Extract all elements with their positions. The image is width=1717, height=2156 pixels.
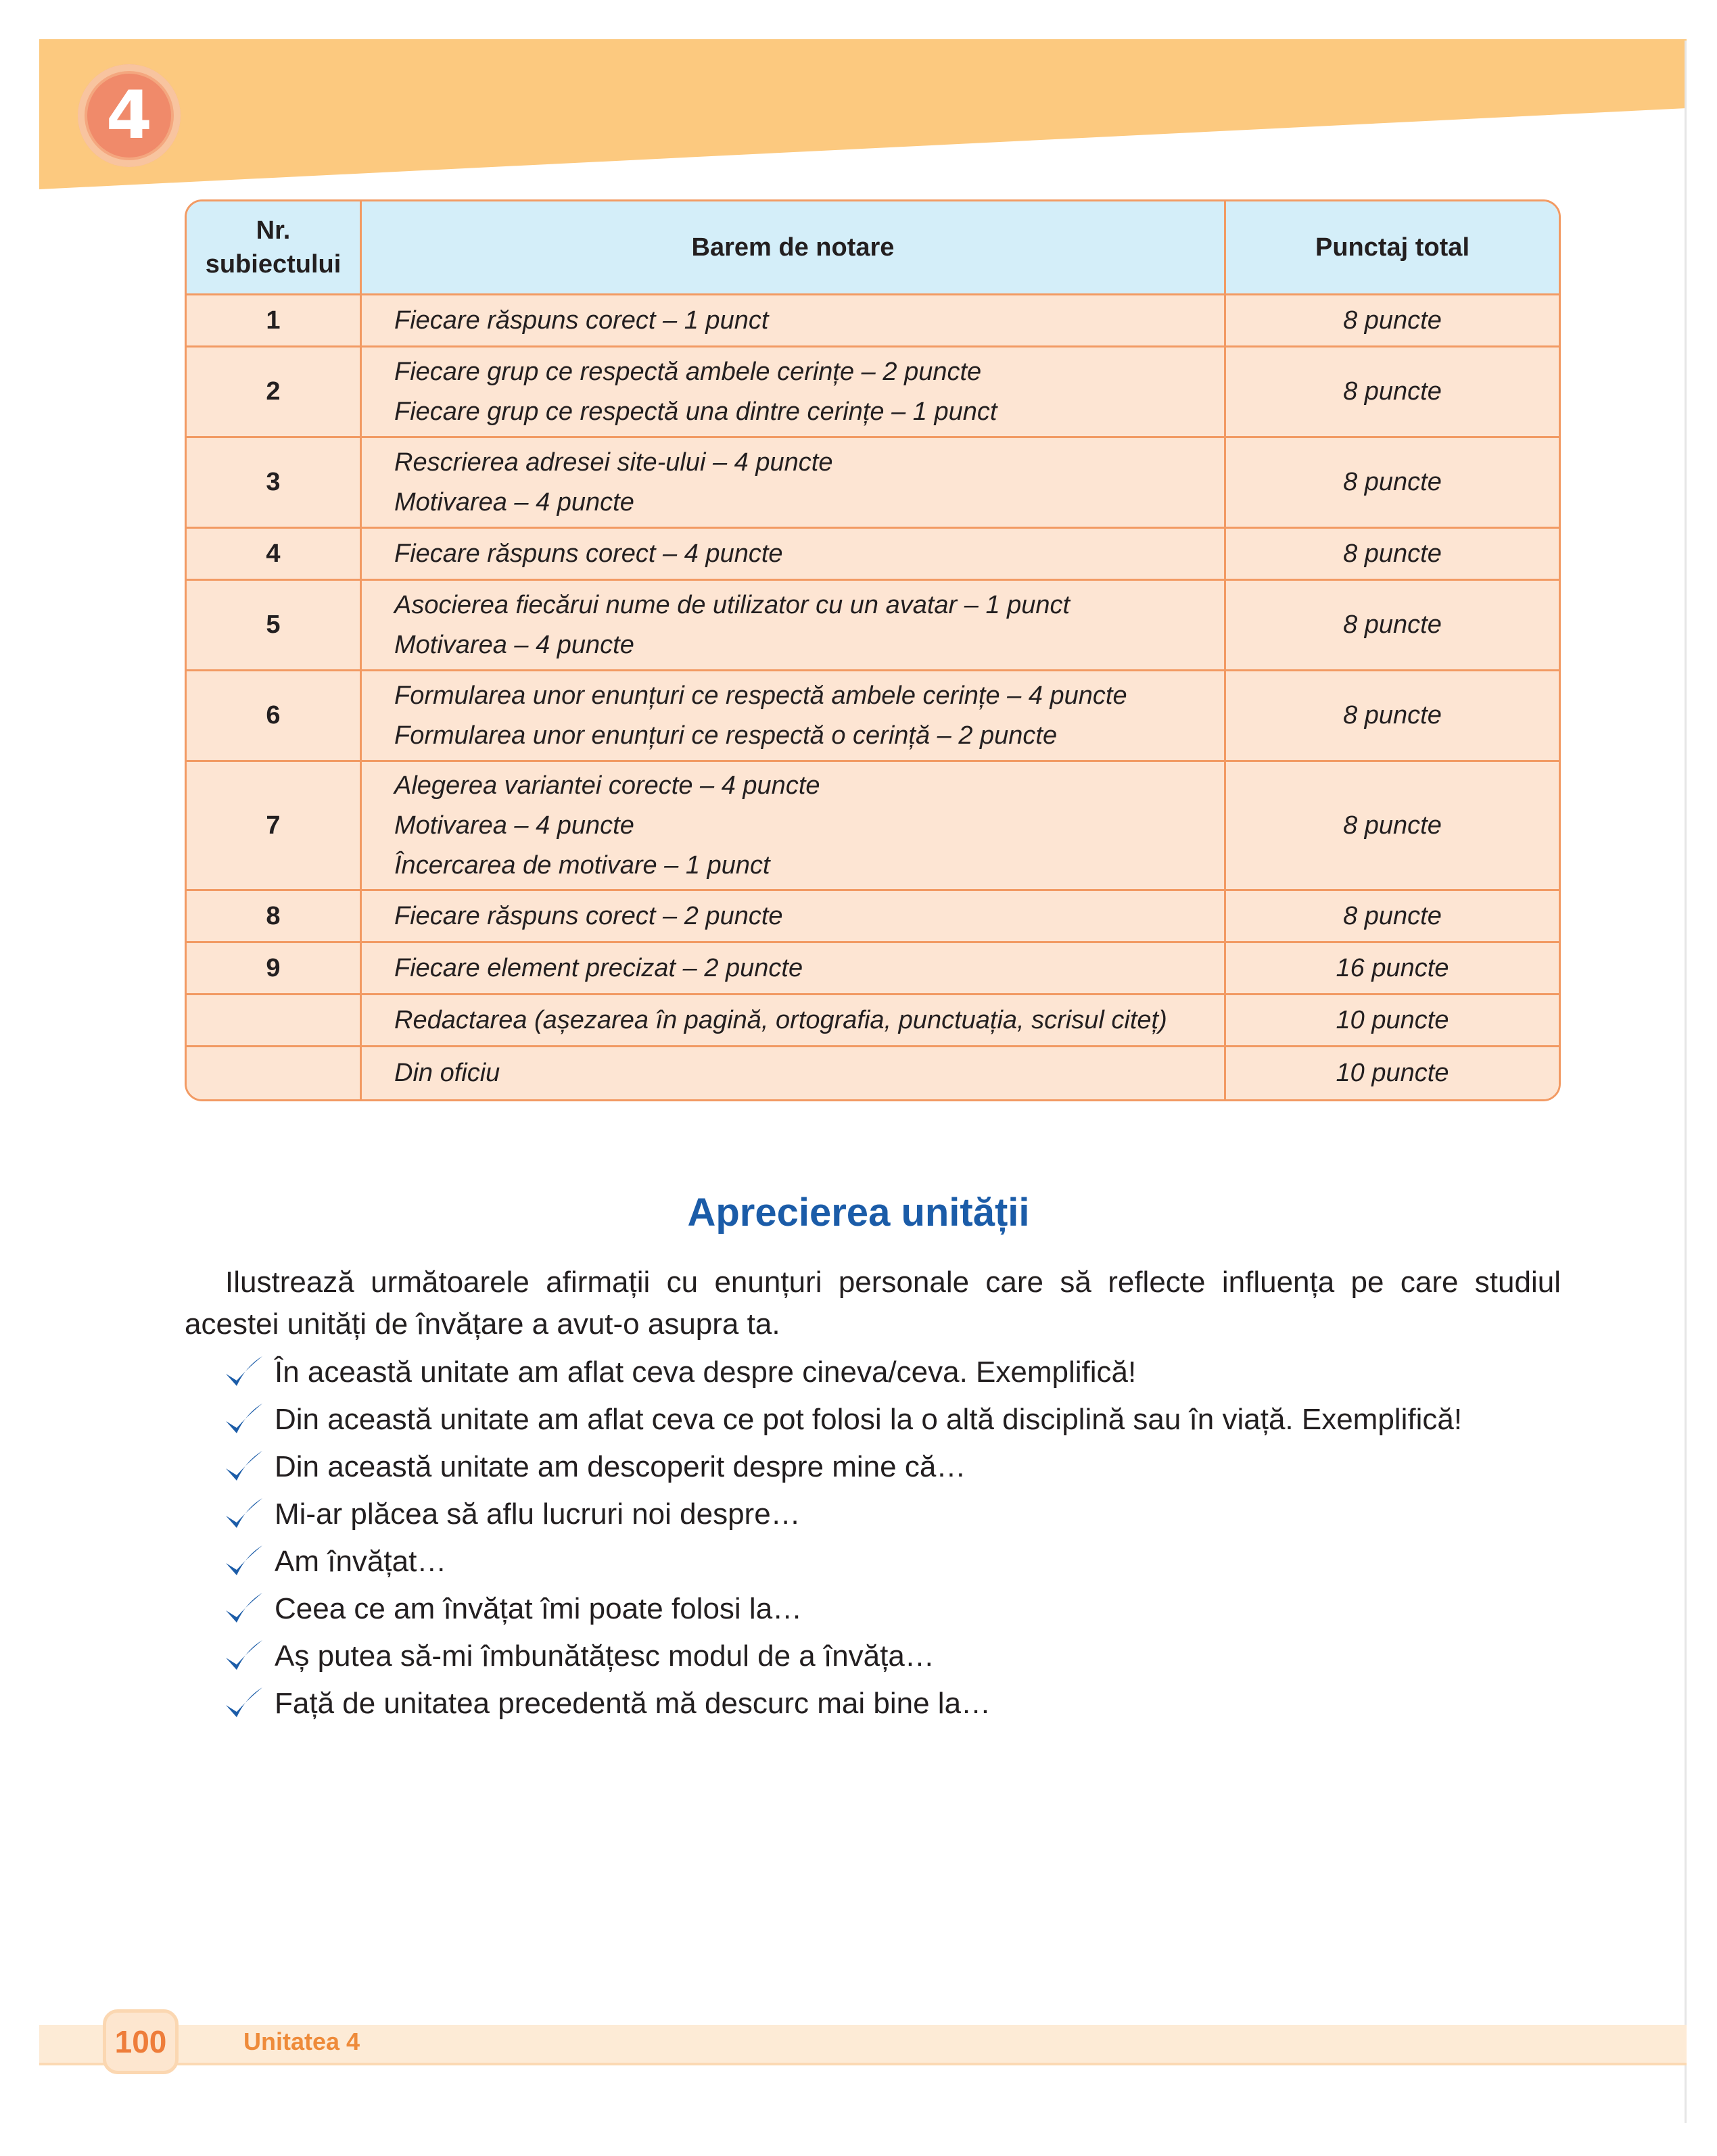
cell-criteria: [362, 348, 1226, 438]
criteria-line: Alegerea variantei corecte – 4 puncte: [394, 771, 820, 800]
top-banner: [0, 0, 1717, 203]
criteria-line: Motivarea – 4 puncte: [394, 811, 634, 840]
table-row: [187, 891, 1559, 943]
list-item-text: Față de unitatea precedentă mă descurc mai bine la…: [275, 1687, 991, 1720]
cell-criteria: [362, 581, 1226, 671]
criteria-line: Motivarea – 4 puncte: [394, 487, 634, 517]
cell-criteria: [362, 671, 1226, 762]
cell-points: 10 puncte: [1226, 995, 1559, 1047]
cell-nr: 6: [187, 671, 362, 762]
checkmark-icon: [223, 1685, 264, 1723]
criteria-line: Încercarea de motivare – 1 punct: [394, 851, 770, 880]
list-item-text: Am învățat…: [275, 1545, 447, 1578]
cell-nr: 9: [187, 943, 362, 995]
list-item: [223, 1633, 1462, 1680]
criteria-line: Formularea unor enunțuri ce respectă o cerință – 2 puncte: [394, 721, 1058, 750]
table-row: [187, 438, 1559, 529]
cell-points: 16 puncte: [1226, 943, 1559, 995]
page-number: 100: [103, 2009, 179, 2074]
footer-unit-label: Unitatea 4: [243, 2028, 360, 2055]
header-nr: Nr. subiectului: [187, 201, 362, 295]
intro-paragraph: Ilustrează următoarele afirmații cu enunțuri personale care să reflecte influența pe care studiul acestei unități de învățare a avut-o asupra ta.: [185, 1266, 1561, 1341]
criteria-line: Fiecare răspuns corect – 1 punct: [394, 306, 769, 335]
checkmark-icon: [223, 1543, 264, 1581]
list-item-text: Din această unitate am descoperit despre mine că…: [275, 1450, 966, 1483]
list-item-text: Mi-ar plăcea să aflu lucruri noi despre…: [275, 1498, 801, 1531]
cell-points: 8 puncte: [1226, 438, 1559, 529]
cell-criteria: [362, 295, 1226, 348]
unit-number-badge: [78, 64, 181, 167]
criteria-line: Motivarea – 4 puncte: [394, 630, 634, 659]
cell-nr: 1: [187, 295, 362, 348]
cell-points: 10 puncte: [1226, 1047, 1559, 1099]
criteria-line: Din oficiu: [394, 1059, 500, 1087]
cell-nr: 5: [187, 581, 362, 671]
header-points: Punctaj total: [1226, 201, 1559, 295]
cell-nr: 4: [187, 529, 362, 581]
list-item: [223, 1443, 1462, 1491]
criteria-line: Fiecare grup ce respectă ambele cerințe – 2 puncte: [394, 357, 982, 386]
list-item-text: Din această unitate am aflat ceva ce pot folosi la o altă disciplină sau în viață. Exemplifică!: [275, 1403, 1463, 1436]
cell-points: 8 puncte: [1226, 891, 1559, 943]
table-row: [187, 581, 1559, 671]
cell-criteria: [362, 1047, 1226, 1099]
list-item-text: Aș putea să-mi îmbunătățesc modul de a învăța…: [275, 1639, 935, 1673]
cell-criteria: [362, 762, 1226, 891]
list-item: [223, 1396, 1462, 1443]
cell-points: 8 puncte: [1226, 671, 1559, 762]
cell-criteria: [362, 995, 1226, 1047]
criteria-line: Redactarea (așezarea în pagină, ortografia, punctuația, scrisul citeț): [394, 1005, 1167, 1034]
table-row: [187, 348, 1559, 438]
checklist: [223, 1349, 1462, 1727]
criteria-line: Rescrierea adresei site-ului – 4 puncte: [394, 448, 833, 477]
cell-nr: 8: [187, 891, 362, 943]
cell-nr: 2: [187, 348, 362, 438]
checkmark-icon: [223, 1448, 264, 1486]
list-item: [223, 1349, 1462, 1396]
table-row: [187, 1047, 1559, 1099]
list-item: [223, 1538, 1462, 1585]
cell-criteria: [362, 529, 1226, 581]
criteria-line: Fiecare răspuns corect – 2 puncte: [394, 901, 783, 930]
list-item-text: În această unitate am aflat ceva despre cineva/ceva. Exemplifică!: [275, 1356, 1137, 1389]
grading-table: [185, 199, 1561, 1101]
page-edge-line: [1685, 41, 1687, 2123]
cell-criteria: [362, 943, 1226, 995]
table-row: [187, 671, 1559, 762]
section-title: Aprecierea unității: [687, 1191, 1030, 1235]
checkmark-icon: [223, 1637, 264, 1675]
checkmark-icon: [223, 1401, 264, 1439]
list-item: [223, 1491, 1462, 1538]
cell-points: 8 puncte: [1226, 581, 1559, 671]
list-item: [223, 1585, 1462, 1633]
criteria-line: Fiecare răspuns corect – 4 puncte: [394, 539, 783, 568]
criteria-line: Formularea unor enunțuri ce respectă ambele cerințe – 4 puncte: [394, 681, 1127, 710]
table-row: [187, 995, 1559, 1047]
table-row: [187, 529, 1559, 581]
cell-points: 8 puncte: [1226, 762, 1559, 891]
checkmark-icon: [223, 1354, 264, 1391]
table-row: [187, 943, 1559, 995]
table-row: [187, 762, 1559, 891]
cell-points: 8 puncte: [1226, 348, 1559, 438]
cell-nr: [187, 995, 362, 1047]
criteria-line: Fiecare element precizat – 2 puncte: [394, 953, 803, 982]
cell-criteria: [362, 891, 1226, 943]
header-criteria: Barem de notare: [362, 201, 1226, 295]
checkmark-icon: [223, 1590, 264, 1628]
cell-points: 8 puncte: [1226, 529, 1559, 581]
criteria-line: Fiecare grup ce respectă una dintre cerințe – 1 punct: [394, 397, 997, 426]
unit-number: 4: [105, 77, 153, 154]
cell-nr: [187, 1047, 362, 1099]
list-item: [223, 1680, 1462, 1727]
cell-nr: 3: [187, 438, 362, 529]
table-header-row: [187, 201, 1559, 295]
table-row: [187, 295, 1559, 348]
cell-points: 8 puncte: [1226, 295, 1559, 348]
list-item-text: Ceea ce am învățat îmi poate folosi la…: [275, 1592, 803, 1625]
cell-criteria: [362, 438, 1226, 529]
checkmark-icon: [223, 1495, 264, 1533]
cell-nr: 7: [187, 762, 362, 891]
criteria-line: Asocierea fiecărui nume de utilizator cu un avatar – 1 punct: [394, 590, 1071, 619]
